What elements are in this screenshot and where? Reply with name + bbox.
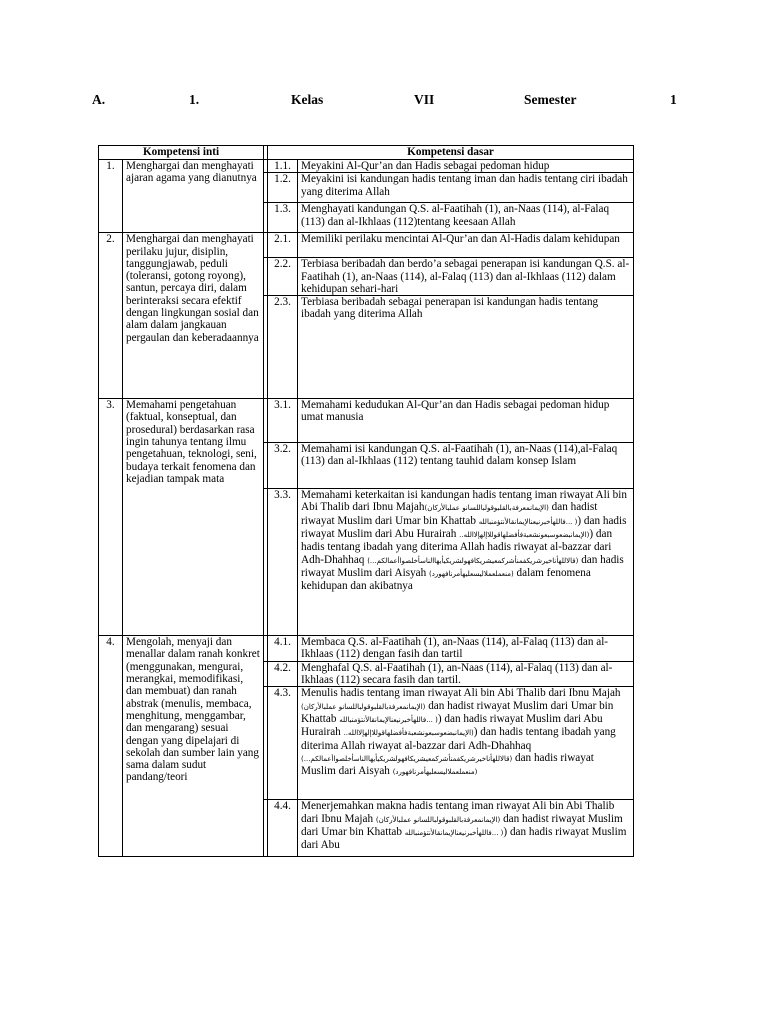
kd-text <box>298 661 634 687</box>
ki-number: 4. <box>99 636 123 857</box>
arabic-hadith-text: (قالاللهأناخيرشريكفمنأشركمعيشريكافهولشريكيأيهاالناسأخلصواأعمالكم...) <box>367 556 579 565</box>
table-body <box>99 160 634 857</box>
arabic-hadith-text: (الإيمانبضعوسبعونشعبةفأفضلهاقوللاإلهإلاالله.. <box>459 531 590 540</box>
arabic-hadith-text: (الإيمانمعرفةبالقلبوقولباللسانو عملبالأركان) <box>424 504 549 513</box>
arabic-hadith-text: (الإيمانمعرفةبالقلبوقولباللسانو عملبالأركان) <box>375 815 501 824</box>
kd-text-main: Menghayati kandungan Q.S. al-Faatihah (1), an-Naas (114), al-Falaq (113) dan al-Ikhlaas (112)tentang keesaan Allah <box>301 203 610 228</box>
heading-kelas-label: Kelas <box>291 92 324 107</box>
kd-text-main: Memiliki perilaku mencintai Al-Qur’an dan Al-Hadis dalam kehidupan <box>301 233 620 246</box>
arabic-hadith-text: ( ...فاللهأخبرنيعنالإيمانقالأنتؤمنبالله <box>478 517 578 526</box>
section-heading <box>0 92 768 112</box>
kd-text <box>298 203 634 233</box>
kd-text-cont: dan hadist riwayat Muslim dari Umar bin Khattab <box>301 699 614 725</box>
kd-text-cont: ) dan hadis tentang ibadah yang diterima Allah riwayat al-bazzar dari Adh-Dhahhaq <box>301 726 616 752</box>
heading-number: 1. <box>189 92 200 107</box>
ki-number: 1. <box>99 160 123 233</box>
arabic-hadith-text: (منعملعملاليسعليهأمرنافهورد) <box>392 768 478 777</box>
kd-text-main: Terbiasa beribadah dan berdo’a sebagai penerapan isi kandungan Q.S. al-Faatihah (1), an-Naas (114), al-Falaq (113) dan al-Ikhlaas (112) dalam kehidupan sehari-hari <box>301 258 630 295</box>
kd-number: 1.1. <box>268 160 298 173</box>
kd-text <box>298 296 634 399</box>
ki-text: Mengolah, menyaji dan menallar dalam ranah konkret (menggunakan, mengurai, merangkai, memodifikasi, dan membuat) dan ranah abstrak (menulis, membaca, menghitung, menggambar, dan mengarang) sesuai dengan yang dipelajari di sekolah dan sumber lain yang sama dalam sudut pandang/teori <box>123 636 264 857</box>
kd-number: 1.3. <box>268 203 298 233</box>
kd-text <box>298 173 634 203</box>
heading-letter: A. <box>92 92 106 107</box>
kd-number: 4.2. <box>268 661 298 687</box>
heading-semester-value: 1 <box>670 92 677 107</box>
kd-text-cont: ) dan hadis riwayat Muslim dari Abu Hurairah <box>301 712 603 739</box>
kd-text <box>298 687 634 800</box>
kd-text <box>298 258 634 296</box>
table-row <box>99 233 634 258</box>
heading-kelas-value: VII <box>414 92 435 107</box>
kd-text-cont: dan hadist riwayat Muslim dari Umar bin Khattab <box>301 501 598 527</box>
kd-text-main: Meyakini Al-Qur’an dan Hadis sebagai pedoman hidup <box>301 160 550 172</box>
table-row <box>99 160 634 173</box>
kd-text <box>298 233 634 258</box>
table-header-row <box>99 146 634 160</box>
kd-text-cont: ) dan hadis riwayat Muslim dari Abu <box>301 825 627 852</box>
kd-text <box>298 399 634 443</box>
heading-semester-label: Semester <box>524 92 577 107</box>
kd-number: 2.3. <box>268 296 298 399</box>
kd-text <box>298 160 634 173</box>
kd-number: 4.4. <box>268 800 298 857</box>
kd-text-main: Memahami isi kandungan Q.S. al-Faatihah (1), an-Naas (114),al-Falaq (113) dan al-Ikhlaas (112) tentang tauhid dalam konsep Islam <box>301 443 618 468</box>
kd-number: 3.3. <box>268 489 298 636</box>
ki-text: Memahami pengetahuan (faktual, konseptual, dan prosedural) berdasarkan rasa ingin tahunya tentang ilmu pengetahuan, teknologi, seni, budaya terkait fenomena dan kejadian tampak mata <box>123 399 264 636</box>
kd-number: 2.1. <box>268 233 298 258</box>
kd-text-main: Memahami kedudukan Al-Qur’an dan Hadis sebagai pedoman hidup umat manusia <box>301 399 610 424</box>
col-header-inti: Kompetensi inti <box>99 146 264 160</box>
kd-text <box>298 489 634 636</box>
arabic-hadith-text: (قالاللهأناخيرشريكفمنأشركمعيشريكافهولشريكيأيهاالناسأخلصواأعمالكم...) <box>301 754 513 763</box>
kd-text <box>298 636 634 662</box>
arabic-hadith-text: (الإيمانبضعوسبعونشعبةفأفضلهاقوللاإلهإلاالله.. <box>343 729 474 738</box>
kd-text-main: Memahami keterkaitan isi kandungan hadis tentang iman riwayat Ali bin Abi Thalib dari Ibnu Majah <box>301 489 627 514</box>
kd-text-main: Meyakini isi kandungan hadis tentang iman dan hadis tentang ciri ibadah yang diterima Allah <box>301 173 628 198</box>
kd-text-main: Menerjemahkan makna hadis tentang iman riwayat Ali bin Abi Thalib dari Ibnu Majah <box>301 800 615 825</box>
kd-number: 1.2. <box>268 173 298 203</box>
kd-number: 3.2. <box>268 443 298 489</box>
kd-number: 4.3. <box>268 687 298 800</box>
kd-text-main: Menulis hadis tentang iman riwayat Ali bin Abi Thalib dari Ibnu Majah <box>301 687 621 700</box>
table-row <box>99 399 634 443</box>
arabic-hadith-text: (منعملعملاليسعليهأمرنافهورد) <box>429 569 514 578</box>
ki-text: Menghargai dan menghayati ajaran agama yang dianutnya <box>123 160 264 233</box>
ki-text: Menghargai dan menghayati perilaku jujur, disiplin, tanggungjawab, peduli (toleransi, gotong royong), santun, percaya diri, dalam berinteraksi secara efektif dengan lingkungan sosial dan alam dalam jangkauan pergaulan dan keberadaannya <box>123 233 264 399</box>
arabic-hadith-text: ( ...فاللهأخبرنيعنالإيمانقالأنتؤمنبالله <box>404 828 504 837</box>
competency-table <box>98 145 634 857</box>
kd-text-cont: ) dan hadis riwayat Muslim dari Abu Hurairah <box>301 514 627 541</box>
kd-text-cont: dalam fenomena kehidupan dan akibatnya <box>301 566 591 593</box>
table-row <box>99 636 634 662</box>
kd-text <box>298 800 634 857</box>
kd-text-main: Terbiasa beribadah sebagai penerapan isi kandungan hadis tentang ibadah yang diterima Allah <box>301 296 599 321</box>
ki-number: 2. <box>99 233 123 399</box>
kd-text-cont: ) dan hadis tentang ibadah yang diterima Allah hadis riwayat al-bazzar dari Adh-Dhahhaq <box>301 528 613 566</box>
arabic-hadith-text: (الإيمانمعرفةبالقلبوقولباللسانو عملبالأركان) <box>301 702 426 711</box>
kd-text-cont: dan hadist riwayat Muslim dari Umar bin Khattab <box>301 812 623 838</box>
kd-number: 3.1. <box>268 399 298 443</box>
kd-text-cont: dan hadis riwayat Muslim dari Aisyah <box>301 553 624 579</box>
kd-text-main: Membaca Q.S. al-Faatihah (1), an-Naas (114), al-Falaq (113) dan al-Ikhlaas (112) dengan fasih dan tartil <box>301 636 609 661</box>
col-header-dasar: Kompetensi dasar <box>268 146 634 160</box>
kd-number: 2.2. <box>268 258 298 296</box>
kd-text-cont: dan hadis riwayat Muslim dari Aisyah <box>301 751 594 778</box>
arabic-hadith-text: ( ...فاللهأخبرنيعنالإيمانقالأنتؤمنبالله <box>339 715 438 724</box>
kd-number: 4.1. <box>268 636 298 662</box>
ki-number: 3. <box>99 399 123 636</box>
kd-text <box>298 443 634 489</box>
kd-text-main: Menghafal Q.S. al-Faatihah (1), an-Naas (114), al-Falaq (113) dan al-Ikhlaas (112) secara fasih dan tartil. <box>301 661 613 687</box>
